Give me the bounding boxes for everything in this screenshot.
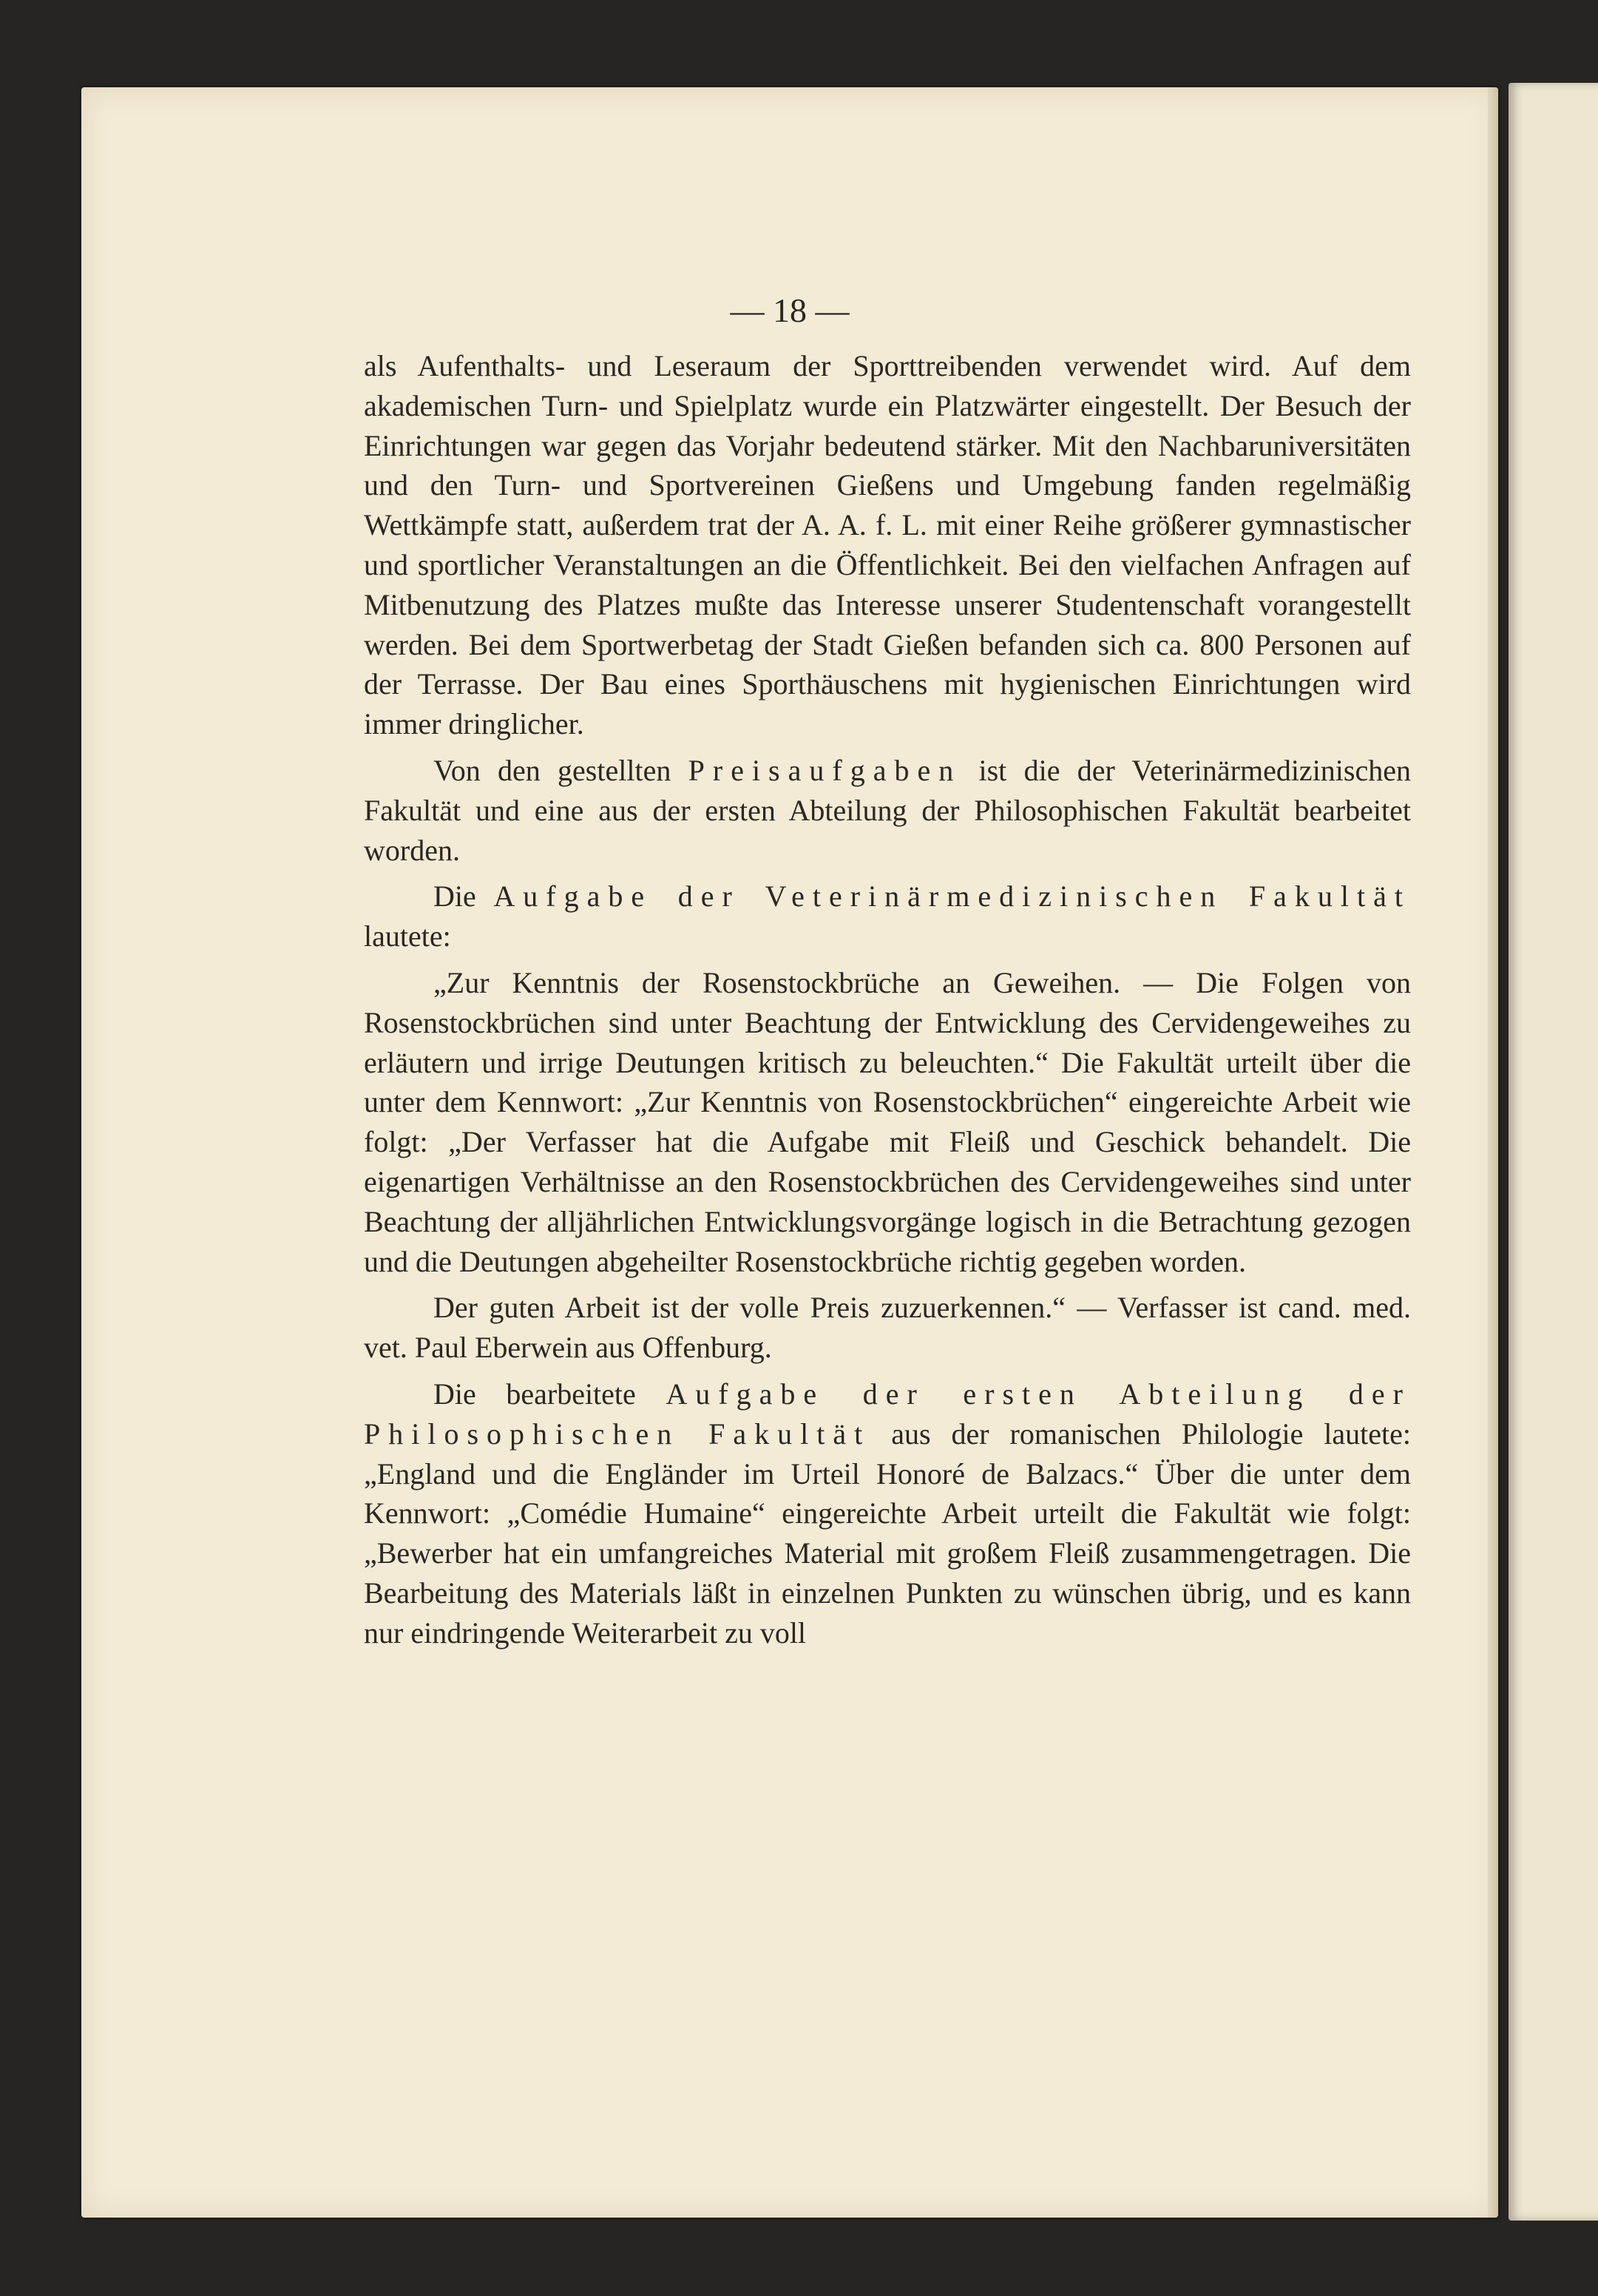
- paragraph: [364, 963, 1411, 1281]
- paragraph-text: Die bearbeitete: [433, 1377, 666, 1411]
- adjacent-page-edge: [1509, 83, 1598, 2221]
- paragraph: [364, 877, 1411, 956]
- paragraph-text: aus der romanischen Philologie lautete: „England und die Engländer im Urteil Honoré de Balzacs.“ Über die unter dem Kennwort: „Comédie Humaine“ eingereichte Arbeit urteilt die Fakultät wie folgt: „Bewerber hat ein umfangreiches Material mit großem Fleiß zusammengetragen. Die Bearbeitung des Materials läßt in einzelnen Punkten zu wünschen übrig, und es kann nur eindringende Weiterarbeit zu voll: [364, 1417, 1411, 1650]
- paragraph: [364, 346, 1411, 744]
- document-page: [81, 87, 1498, 2218]
- paragraph-text: als Aufenthalts- und Leseraum der Sporttreibenden verwendet wird. Auf dem akademischen Turn- und Spielplatz wurde ein Platzwärter eingestellt. Der Besuch der Einrichtungen war gegen das Vorjahr bedeutend stärker. Mit den Nachbaruniversitäten und den Turn- und Sportvereinen Gießens und Umgebung fanden regelmäßig Wettkämpfe statt, außerdem trat der A. A. f. L. mit einer Reihe größerer gymnastischer und sportlicher Veranstaltungen an die Öffentlichkeit. Bei den vielfachen Anfragen auf Mitbenutzung des Platzes mußte das Interesse unserer Studentenschaft vorangestellt werden. Bei dem Sportwerbetag der Stadt Gießen befanden sich ca. 800 Personen auf der Terrasse. Der Bau eines Sporthäuschens mit hygienischen Einrichtungen wird immer dringlicher.: [364, 349, 1411, 741]
- spaced-emphasis-text: Aufgabe der Veterinärmedizinischen Fakultät: [493, 879, 1411, 914]
- spaced-emphasis-text: Preisaufgaben: [688, 753, 962, 787]
- paragraph-text: Von den gestellten: [433, 753, 688, 787]
- body-text: [364, 346, 1411, 1660]
- paragraph: [364, 1288, 1411, 1368]
- page-gutter-shadow: [1488, 87, 1498, 2218]
- paragraph-text: lautete:: [364, 919, 451, 953]
- paragraph-text: Der guten Arbeit ist der volle Preis zuzuerkennen.“ — Verfasser ist cand. med. vet. Paul Eberwein aus Offenburg.: [364, 1291, 1411, 1365]
- paragraph: [364, 1374, 1411, 1653]
- paragraph-text: ist die der Veterinärmedizinischen Fakultät und eine aus der ersten Abteilung der Philosophischen Fakultät bearbeitet worden.: [364, 753, 1411, 867]
- paragraph-text: Die: [433, 879, 494, 914]
- page-number: — 18 —: [730, 291, 850, 329]
- spaced-emphasis-text: Aufgabe der ersten Abteilung der Philosophischen Fakultät: [364, 1377, 1411, 1451]
- paragraph: [364, 751, 1411, 870]
- paragraph-text: „Zur Kenntnis der Rosenstockbrüche an Geweihen. — Die Folgen von Rosenstockbrüchen sind unter Beachtung der Entwicklung des Cervidengeweihes zu erläutern und irrige Deutungen kritisch zu beleuchten.“ Die Fakultät urteilt über die unter dem Kennwort: „Zur Kenntnis von Rosenstockbrüchen“ eingereichte Arbeit wie folgt: „Der Verfasser hat die Aufgabe mit Fleiß und Geschick behandelt. Die eigenartigen Verhältnisse an den Rosenstockbrüchen des Cervidengeweihes sind unter Beachtung der alljährlichen Entwicklungsvorgänge logisch in die Betrachtung gezogen und die Deutungen abgeheilter Rosenstockbrüche richtig gegeben worden.: [364, 965, 1411, 1278]
